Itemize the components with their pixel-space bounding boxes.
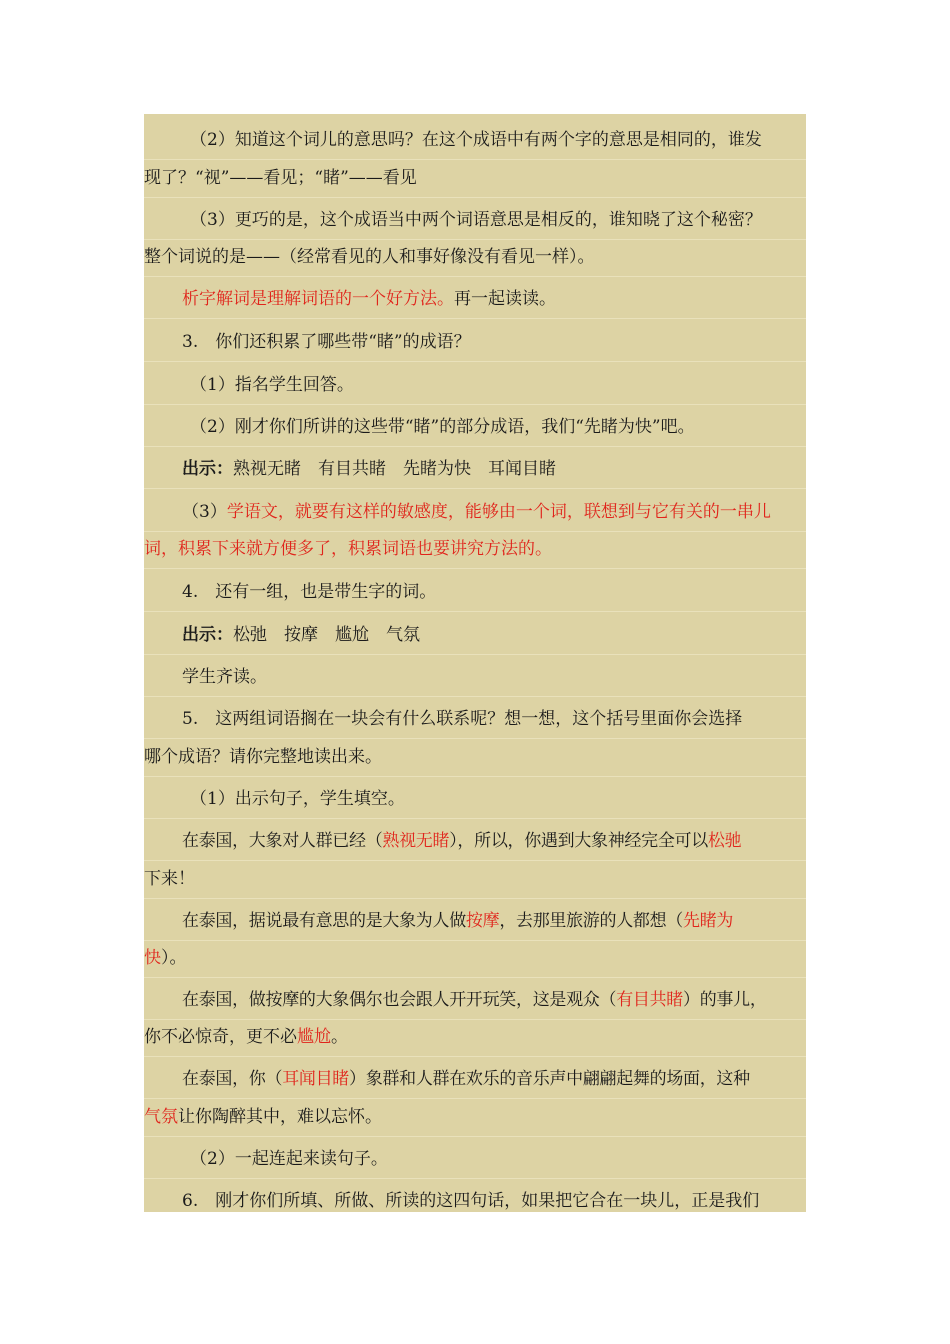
para-line: 整个词说的是——（经常看见的人和事好像没有看见一样）。 — [144, 239, 806, 277]
show-line: 出示：熟视无睹 有目共睹 先睹为快 耳闻目睹 — [144, 451, 806, 489]
sentence-line: 在泰国，大象对人群已经（熟视无睹），所以，你遇到大象神经完全可以松驰 — [144, 823, 806, 861]
highlight-text: 析字解词是理解词语的一个好方法。 — [182, 289, 454, 309]
para-line: （3）更巧的是，这个成语当中两个词语意思是相反的，谁知晓了这个秘密？ — [144, 202, 806, 240]
sentence-line: 在泰国，你（耳闻目睹）象群和人群在欢乐的音乐声中翩翩起舞的场面，这种 — [144, 1061, 806, 1099]
para-line: 4. 还有一组，也是带生字的词。 — [144, 574, 806, 612]
highlight-text: 学语文，就要有这样的敏感度，能够由一个词，联想到与它有关的一串儿 — [226, 502, 771, 522]
highlight-text: 词，积累下来就方便多了，积累词语也要讲究方法的。 — [144, 539, 552, 559]
para-line: 析字解词是理解词语的一个好方法。再一起读读。 — [144, 281, 806, 319]
sentence-line: 快）。 — [144, 940, 806, 978]
para-line: 学生齐读。 — [144, 659, 806, 697]
para-line: 3. 你们还积累了哪些带“睹”的成语？ — [144, 324, 806, 362]
para-line: 6. 刚才你们所填、所做、所读的这四句话，如果把它合在一块儿，正是我们 — [144, 1183, 806, 1212]
para-line: 5. 这两组词语搁在一块会有什么联系呢？想一想，这个括号里面你会选择 — [144, 701, 806, 739]
sentence-line: 下来！ — [144, 861, 806, 899]
sentence-line: 你不必惊奇，更不必尴尬。 — [144, 1019, 806, 1057]
para-line: （2）知道这个词儿的意思吗？在这个成语中有两个字的意思是相同的，谁发 — [144, 122, 806, 160]
para-line: （1）出示句子，学生填空。 — [144, 781, 806, 819]
para-line: （3）学语文，就要有这样的敏感度，能够由一个词，联想到与它有关的一串儿 — [144, 494, 806, 532]
show-line: 出示：松弛 按摩 尴尬 气氛 — [144, 617, 806, 655]
document-page — [144, 114, 806, 1212]
para-line — [144, 531, 806, 569]
para-line: （2）一起连起来读句子。 — [144, 1141, 806, 1179]
sentence-line: 在泰国，做按摩的大象偶尔也会跟人开开玩笑，这是观众（有目共睹）的事儿， — [144, 982, 806, 1020]
para-line: 哪个成语？请你完整地读出来。 — [144, 739, 806, 777]
sentence-line: 在泰国，据说最有意思的是大象为人做按摩，去那里旅游的人都想（先睹为 — [144, 903, 806, 941]
sentence-line: 气氛让你陶醉其中，难以忘怀。 — [144, 1099, 806, 1137]
para-line: 现了？“视”——看见；“睹”——看见 — [144, 160, 806, 198]
para-line: （1）指名学生回答。 — [144, 367, 806, 405]
para-line: （2）刚才你们所讲的这些带“睹”的部分成语，我们“先睹为快”吧。 — [144, 409, 806, 447]
